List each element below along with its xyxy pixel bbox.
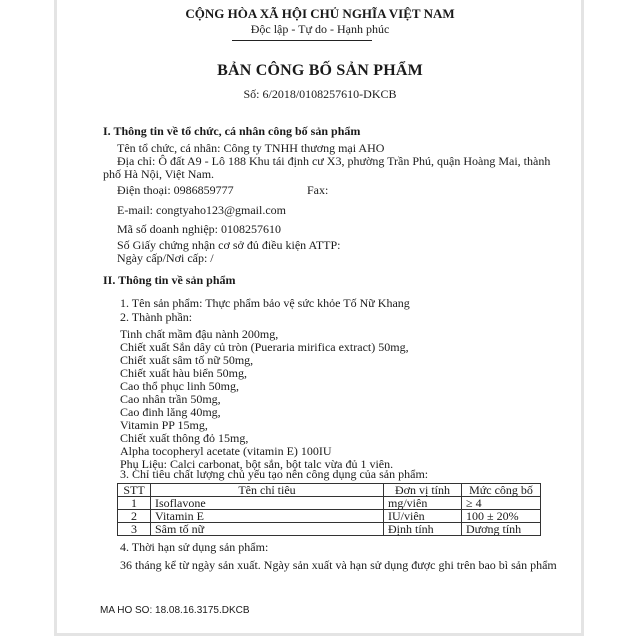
header-divider	[232, 40, 372, 41]
phone: Điện thoại: 0986859777	[117, 183, 234, 197]
record-code: MA HO SO: 18.08.16.3175.DKCB	[100, 605, 250, 616]
section1-heading: I. Thông tin về tổ chức, cá nhân công bố sản phẩm	[103, 124, 361, 138]
table-row	[118, 523, 541, 536]
col-header: Đơn vị tính	[384, 484, 462, 497]
cell: 100 ± 20%	[462, 510, 541, 523]
col-header: Tên chỉ tiêu	[151, 484, 384, 497]
shelf-life: 36 tháng kể từ ngày sản xuất. Ngày sản xuất và hạn sử dụng được ghi trên bao bì sản phẩm	[120, 558, 557, 572]
cell: 2	[118, 510, 151, 523]
ingredient: Tinh chất mầm đậu nành 200mg,	[120, 327, 279, 341]
cell: mg/viên	[384, 497, 462, 510]
quality-criteria-label: 3. Chỉ tiêu chất lượng chủ yếu tạo nên công dụng của sản phẩm:	[120, 467, 429, 481]
ingredient: Chiết xuất Sắn dây củ tròn (Pueraria mirifica extract) 50mg,	[120, 340, 409, 354]
ingredients-label: 2. Thành phần:	[120, 310, 193, 324]
ingredient: Chiết xuất sâm tố nữ 50mg,	[120, 353, 254, 367]
cell: Dương tính	[462, 523, 541, 536]
ingredient: Alpha tocopheryl acetate (vitamin E) 100IU	[120, 444, 332, 458]
quality-table	[117, 483, 541, 536]
document-number: Số: 6/2018/0108257610-DKCB	[243, 87, 397, 101]
issue-info: Ngày cấp/Nơi cấp: /	[117, 251, 214, 265]
excipients: Phụ Liệu: Calci carbonat, bột sắn, bột talc vừa đủ 1 viên.	[120, 457, 394, 471]
document-title: BẢN CÔNG BỐ SẢN PHẨM	[217, 62, 423, 79]
fax: Fax:	[307, 183, 329, 197]
product-name: 1. Tên sản phẩm: Thực phẩm bảo vệ sức khỏe Tố Nữ Khang	[120, 296, 410, 310]
table-row	[118, 510, 541, 523]
table-header-row	[118, 484, 541, 497]
national-title: CỘNG HÒA XÃ HỘI CHỦ NGHĨA VIỆT NAM	[185, 6, 455, 21]
cell: Vitamin E	[151, 510, 384, 523]
email: E-mail: congtyaho123@gmail.com	[117, 203, 287, 217]
cell: Isoflavone	[151, 497, 384, 510]
cell: 3	[118, 523, 151, 536]
certificate: Số Giấy chứng nhận cơ sở đủ điều kiện ATTP:	[117, 238, 341, 252]
address-line1: Địa chỉ: Ô đất A9 - Lô 188 Khu tái định cư X3, phường Trần Phú, quận Hoàng Mai, thành	[117, 154, 551, 168]
tax-code: Mã số doanh nghiệp: 0108257610	[117, 222, 281, 236]
ingredients-list	[120, 328, 409, 471]
cell: Sâm tố nữ	[151, 523, 384, 536]
ingredient: Cao nhân trần 50mg,	[120, 392, 221, 406]
ingredient: Cao thổ phục linh 50mg,	[120, 379, 239, 393]
cell: IU/viên	[384, 510, 462, 523]
col-header: STT	[118, 484, 151, 497]
ingredient: Vitamin PP 15mg,	[120, 418, 208, 432]
shelf-life-label: 4. Thời hạn sử dụng sản phẩm:	[120, 540, 269, 554]
ingredient: Chiết xuất hàu biển 50mg,	[120, 366, 247, 380]
cell: 1	[118, 497, 151, 510]
ingredient: Chiết xuất thông đỏ 15mg,	[120, 431, 249, 445]
national-motto: Độc lập - Tự do - Hạnh phúc	[250, 22, 390, 36]
ingredient: Cao đinh lăng 40mg,	[120, 405, 221, 419]
table-row	[118, 497, 541, 510]
cell: ≥ 4	[462, 497, 541, 510]
cell: Định tính	[384, 523, 462, 536]
org-name: Tên tổ chức, cá nhân: Công ty TNHH thương mại AHO	[117, 141, 385, 155]
col-header: Mức công bố	[462, 484, 541, 497]
section2-heading: II. Thông tin về sản phẩm	[103, 273, 236, 287]
address-line2: phố Hà Nội, Việt Nam.	[103, 167, 215, 181]
